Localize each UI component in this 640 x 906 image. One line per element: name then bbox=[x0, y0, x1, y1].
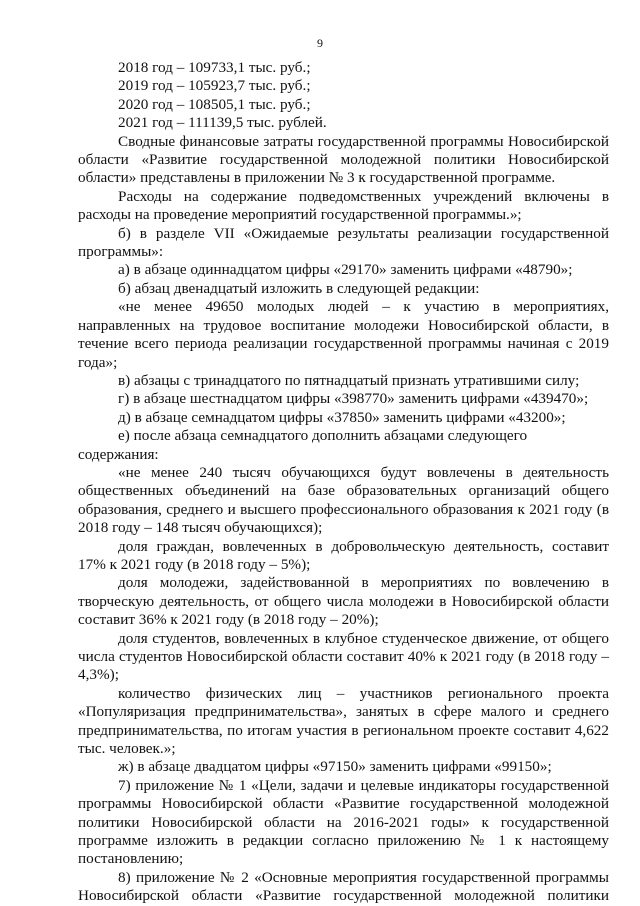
page-number: 9 bbox=[317, 36, 323, 50]
paragraph: количество физических лиц – участников регионального проекта «Популяризация предпринимательства», занятых в сфере малого и среднего предпринимательства, по итогам участия в региональном проекте составит 4,622 тыс. человек.»; bbox=[78, 684, 609, 758]
paragraph: 2019 год – 105923,7 тыс. руб.; bbox=[118, 77, 311, 95]
paragraph: б) в разделе VII «Ожидаемые результаты реализации государственной программы»: bbox=[78, 224, 609, 261]
document-body bbox=[78, 59, 609, 906]
paragraph: а) в абзаце одиннадцатом цифры «29170» заменить цифрами «48790»; bbox=[118, 261, 573, 279]
paragraph: 7) приложение № 1 «Цели, задачи и целевые индикаторы государственной программы Новосибирской области «Развитие государственной молодежной политики Новосибирской области на 2016-2021 годы» к государственной программе изложить в редакции согласно приложению № 1 к настоящему постановлению; bbox=[78, 776, 609, 868]
paragraph: 8) приложение № 2 «Основные мероприятия государственной программы Новосибирской области «Развитие государственной молодежной политики bbox=[78, 868, 609, 905]
paragraph: 2020 год – 108505,1 тыс. руб.; bbox=[118, 95, 311, 113]
paragraph: «не менее 49650 молодых людей – к участию в мероприятиях, направленных на трудовое воспитание молодежи Новосибирской области, в течение всего периода реализации государственной программы начиная с 2019 года»; bbox=[78, 298, 609, 371]
paragraph: д) в абзаце семнадцатом цифры «37850» заменить цифрами «43200»; bbox=[118, 408, 566, 426]
paragraph: г) в абзаце шестнадцатом цифры «398770» заменить цифрами «439470»; bbox=[118, 390, 589, 408]
paragraph: 2018 год – 109733,1 тыс. руб.; bbox=[118, 59, 311, 76]
paragraph: доля граждан, вовлеченных в добровольческую деятельность, составит 17% к 2021 году (в 2018 году – 5%); bbox=[78, 537, 609, 573]
paragraph: б) абзац двенадцатый изложить в следующей редакции: bbox=[118, 279, 480, 297]
paragraph: в) абзацы с тринадцатого по пятнадцатый признать утратившими силу; bbox=[118, 371, 580, 389]
paragraph: «не менее 240 тысяч обучающихся будут вовлечены в деятельность общественных объединений на базе образовательных организаций общего образования, среднего и высшего профессионального образования к 2021 году (в 2018 году – 148 тысяч обучающихся); bbox=[78, 463, 609, 537]
paragraph: доля молодежи, задействованной в мероприятиях по вовлечению в творческую деятельность, от общего числа молодежи в Новосибирской области составит 36% к 2021 году (в 2018 году – 20%); bbox=[78, 574, 609, 629]
paragraph: е) после абзаца семнадцатого дополнить абзацами следующего содержания: bbox=[78, 427, 528, 463]
paragraph: ж) в абзаце двадцатом цифры «97150» заменить цифрами «99150»; bbox=[118, 758, 552, 776]
paragraph: 2021 год – 111139,5 тыс. рублей. bbox=[118, 114, 327, 132]
paragraph: доля студентов, вовлеченных в клубное студенческое движение, от общего числа студентов Новосибирской области составит 40% к 2021 году (в 2018 году – 4,3%); bbox=[78, 629, 609, 684]
paragraph: Расходы на содержание подведомственных учреждений включены в расходы на проведение мероприятий государственной программы.»; bbox=[78, 187, 609, 224]
paragraph: Сводные финансовые затраты государственной программы Новосибирской области «Развитие государственной молодежной политики Новосибирской области» представлены в приложении № 3 к государственной программе. bbox=[78, 132, 609, 187]
